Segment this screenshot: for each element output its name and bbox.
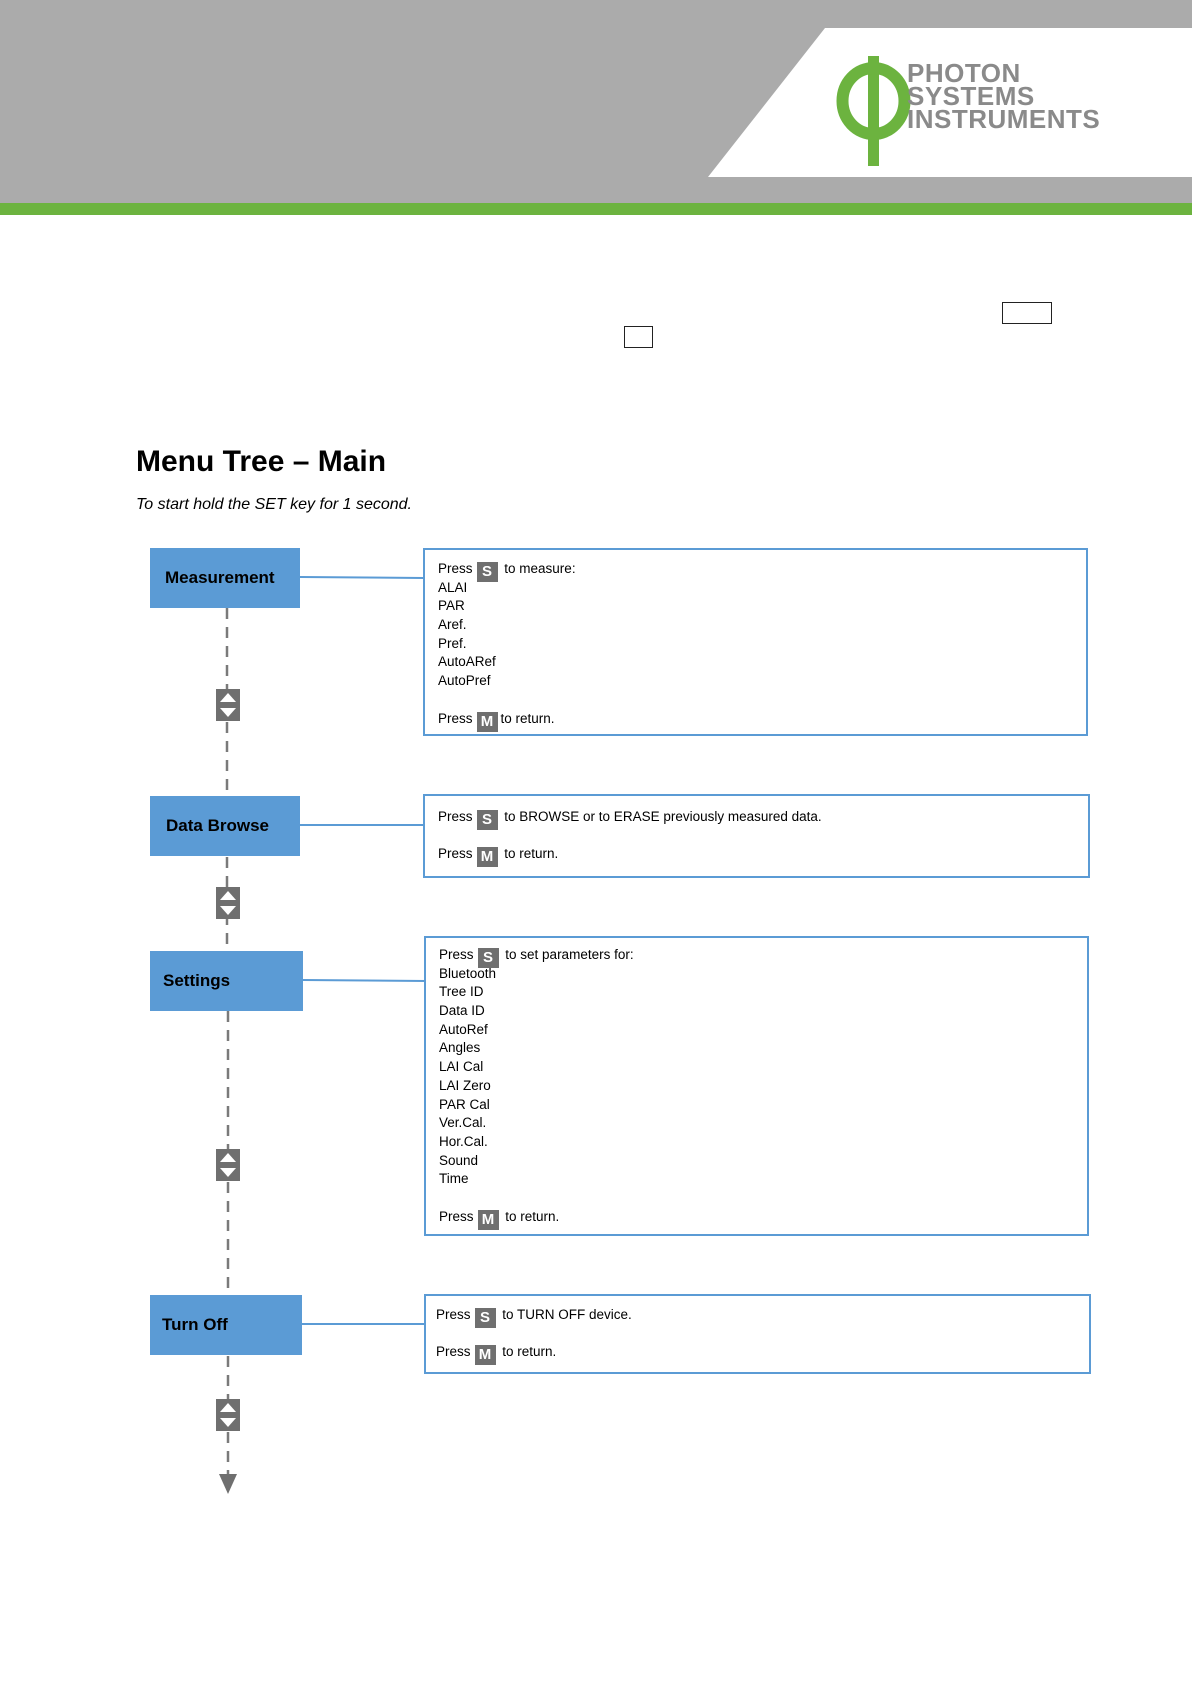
list-item: Bluetooth	[439, 965, 497, 981]
press-set-line	[438, 560, 1073, 579]
intro-text: to TURN OFF device.	[502, 1307, 632, 1322]
intro-text: to measure:	[504, 561, 576, 576]
menu-item-turn-off	[150, 1295, 302, 1355]
up-down-arrow-icon	[216, 1399, 240, 1431]
return-text: to return.	[504, 846, 559, 862]
menu-key-icon: M	[477, 847, 498, 867]
set-key-icon: S	[477, 810, 498, 830]
list-item: ALAI	[438, 579, 468, 595]
up-down-arrow-icon	[216, 1149, 240, 1181]
menu-item-label: Settings	[163, 971, 231, 990]
press-text: Press	[436, 1344, 471, 1360]
press-text: Press	[438, 846, 473, 862]
set-key-icon: S	[477, 562, 498, 582]
list-item: AutoPref	[438, 673, 491, 689]
menu-item-measurement	[150, 548, 300, 608]
intro-text: to set parameters for:	[505, 947, 634, 962]
spacer	[438, 691, 1073, 710]
press-text: Press	[438, 710, 473, 726]
return-text: to return.	[502, 1344, 557, 1360]
list-item: AutoRef	[439, 1021, 488, 1037]
press-menu-line	[436, 1343, 1076, 1362]
menu-key-icon: M	[478, 1210, 499, 1230]
press-text: Press	[438, 561, 473, 576]
list-item: Ver.Cal.	[439, 1115, 487, 1131]
menu-item-settings	[150, 951, 303, 1011]
data-browse-info-box	[423, 794, 1090, 878]
turn-off-info-box	[424, 1294, 1091, 1374]
return-text: to return.	[505, 1208, 560, 1224]
list-item: LAI Zero	[439, 1077, 491, 1093]
down-arrowhead-icon	[219, 1474, 237, 1494]
menu-key-icon: M	[475, 1345, 496, 1365]
list-item: Aref.	[438, 617, 467, 633]
list-item: PAR	[438, 598, 465, 614]
page-title: Menu Tree – Main	[136, 445, 387, 478]
up-down-arrow-icon	[216, 689, 240, 721]
press-text: Press	[438, 809, 473, 824]
list-item: Time	[439, 1171, 469, 1187]
press-set-line	[436, 1306, 1076, 1325]
press-menu-line	[439, 1208, 1074, 1227]
list-item: LAI Cal	[439, 1059, 484, 1075]
measurement-info-box	[423, 548, 1088, 736]
logo-line-3: INSTRUMENTS	[907, 104, 1101, 134]
menu-key-icon: M	[477, 712, 498, 732]
menu-item-label: Data Browse	[166, 816, 269, 835]
list-item: Hor.Cal.	[439, 1133, 488, 1149]
press-menu-line	[438, 710, 1073, 729]
set-key-icon: S	[478, 948, 499, 968]
list-item: Tree ID	[439, 984, 484, 1000]
logo-line-1: PHOTON	[907, 58, 1021, 88]
menu-item-data-browse	[150, 796, 300, 856]
list-item: Sound	[439, 1152, 479, 1168]
press-text: Press	[436, 1307, 471, 1322]
list-item: PAR Cal	[439, 1096, 490, 1112]
press-text: Press	[439, 1208, 474, 1224]
list-item: Pref.	[438, 635, 467, 651]
press-set-line	[439, 946, 1074, 965]
logo-line-2: SYSTEMS	[907, 81, 1035, 111]
press-menu-line	[438, 845, 1075, 864]
press-set-line	[438, 808, 1075, 827]
page-subtitle: To start hold the SET key for 1 second.	[136, 496, 412, 513]
list-item: AutoARef	[438, 654, 496, 670]
set-key-icon: S	[475, 1308, 496, 1328]
list-item: Angles	[439, 1040, 481, 1056]
settings-info-box	[424, 936, 1089, 1236]
spacer	[439, 1189, 1074, 1208]
spacer	[436, 1325, 1076, 1344]
spacer	[438, 827, 1075, 846]
menu-item-label: Measurement	[165, 568, 275, 587]
connector-settings	[303, 980, 426, 981]
connector-measurement	[300, 577, 424, 578]
list-item: Data ID	[439, 1003, 485, 1019]
up-down-arrow-icon	[216, 887, 240, 919]
press-text: Press	[439, 947, 474, 962]
intro-text: to BROWSE or to ERASE previously measured data.	[504, 809, 822, 824]
menu-item-label: Turn Off	[162, 1315, 228, 1334]
return-text: to return.	[500, 710, 555, 726]
